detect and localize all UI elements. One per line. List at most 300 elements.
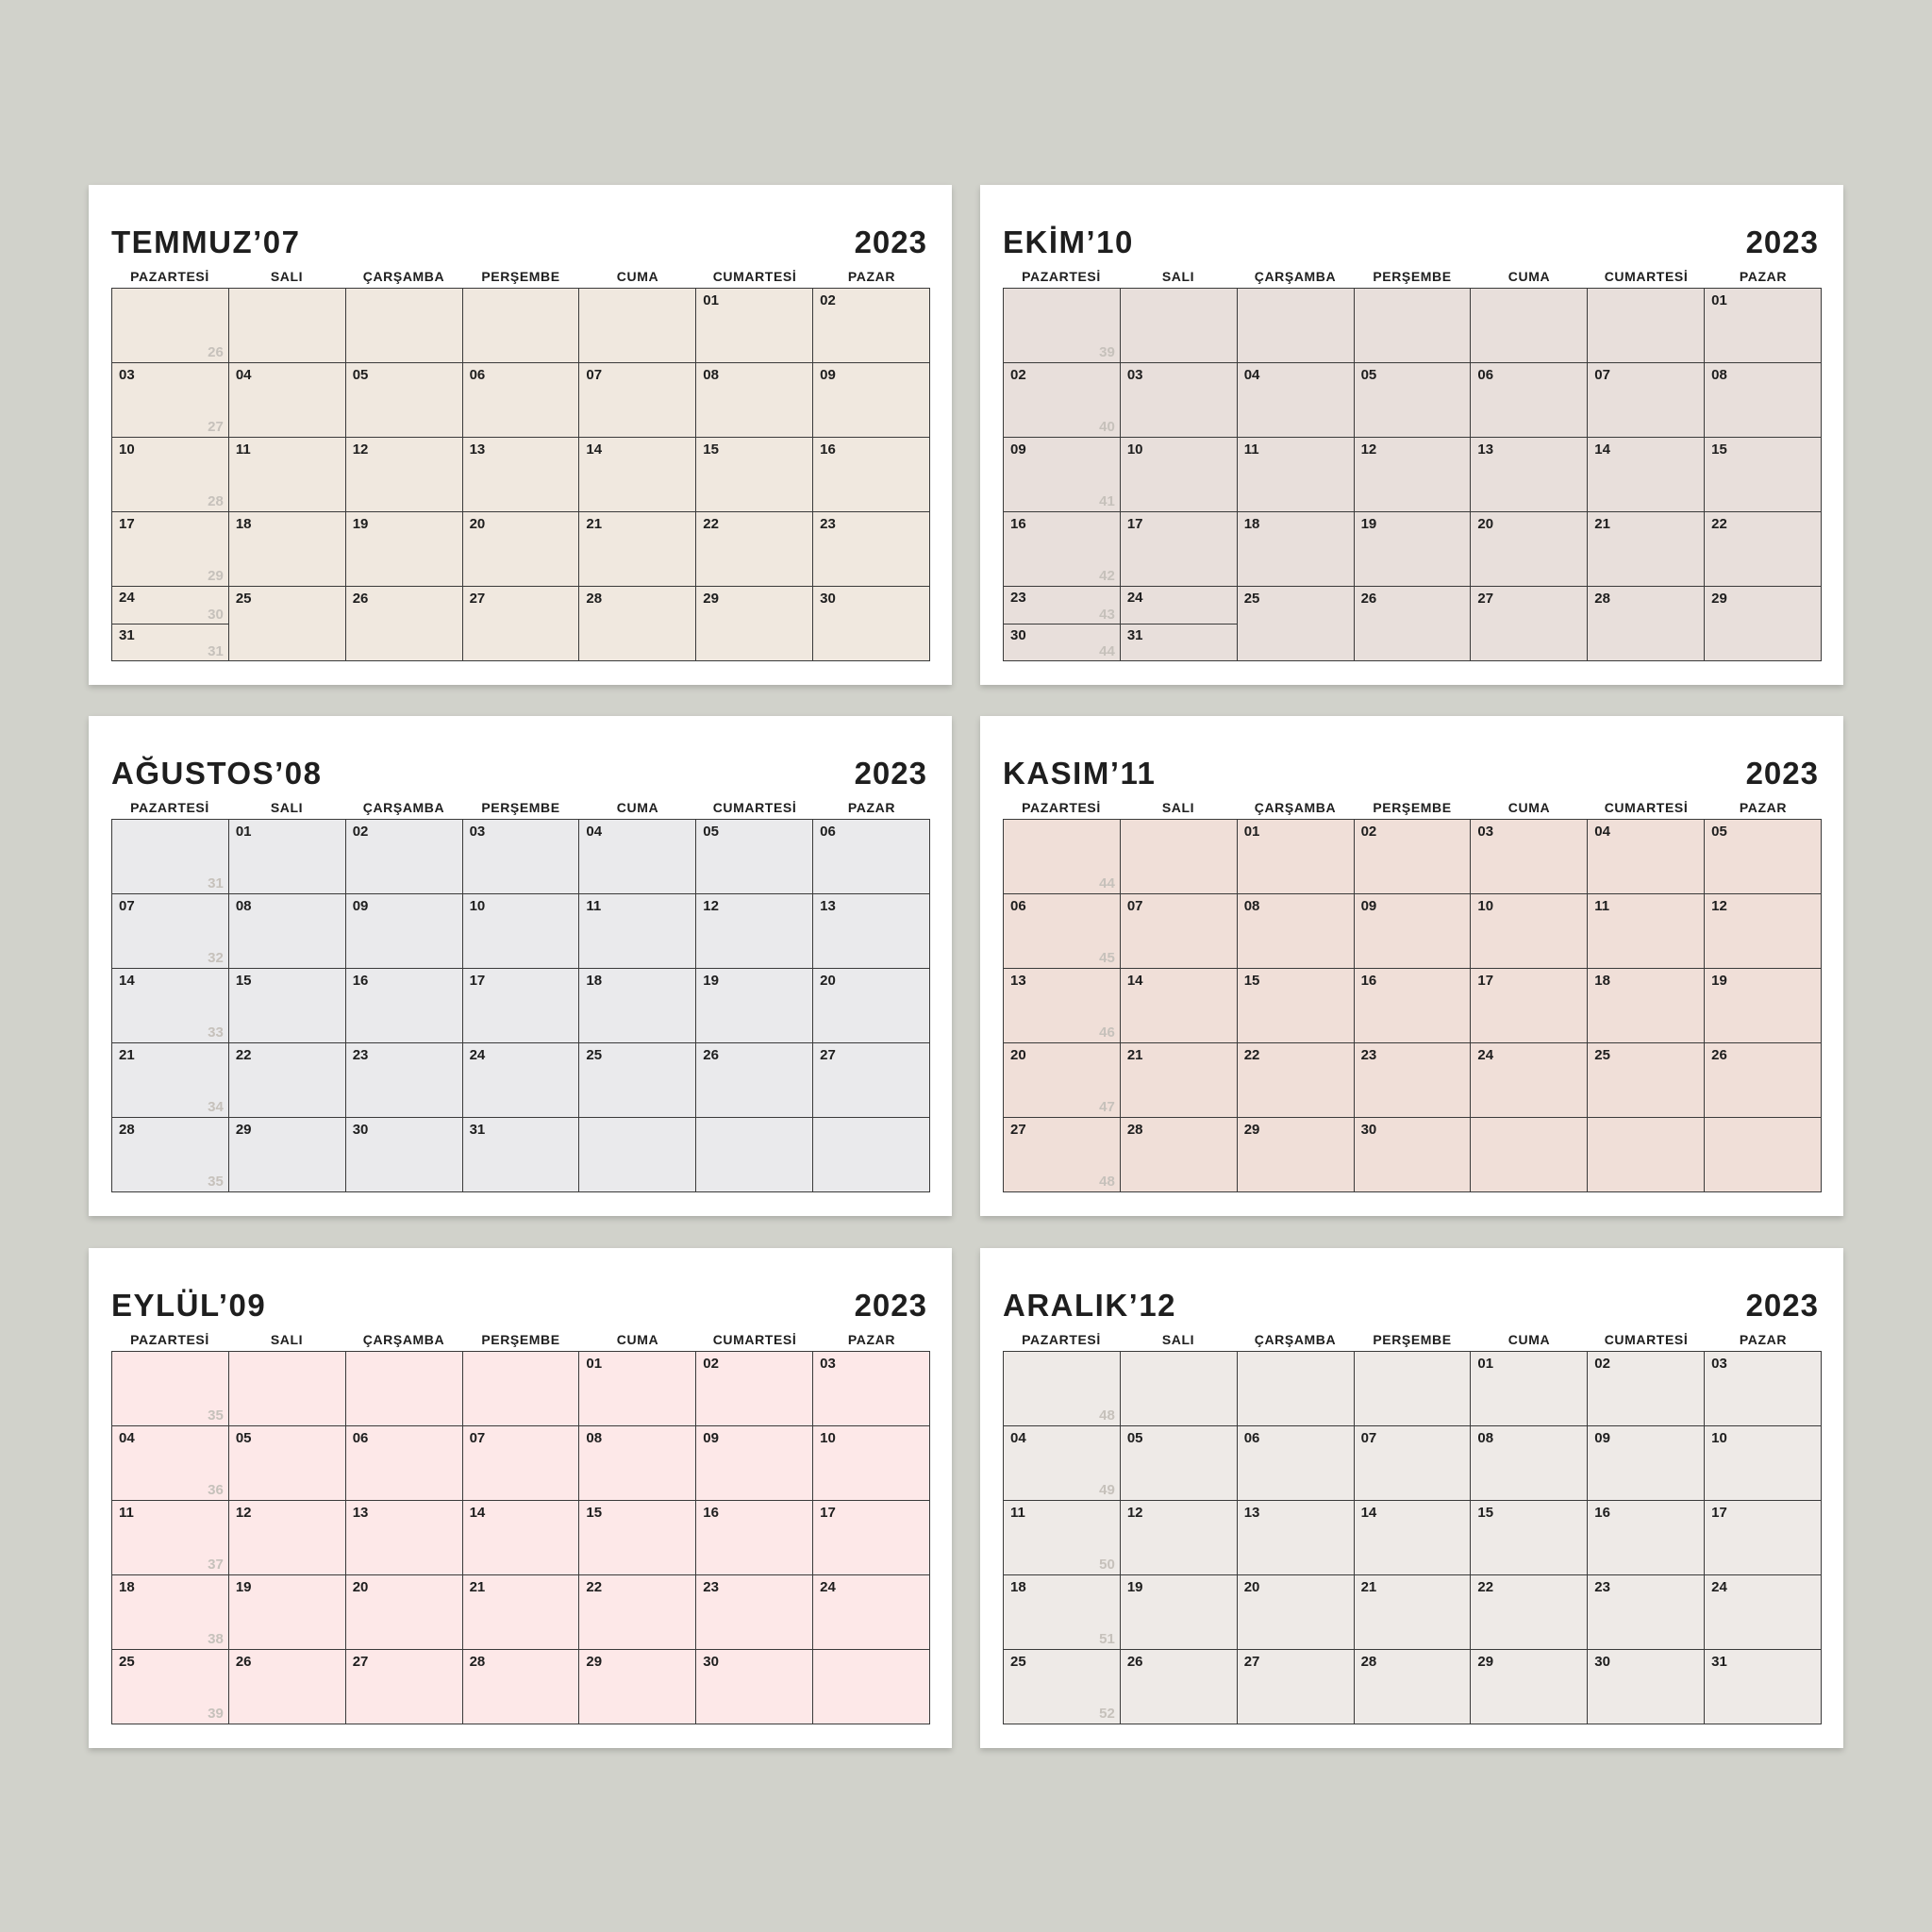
day-number: 15 <box>1477 1505 1494 1521</box>
day-number: 03 <box>469 824 486 840</box>
day-number: 01 <box>703 292 719 308</box>
day-cell <box>1705 438 1822 512</box>
weekday-label: SALI <box>1161 1332 1195 1347</box>
day-cell <box>1121 1426 1238 1501</box>
day-number: 29 <box>586 1654 603 1670</box>
week-number: 34 <box>208 1099 224 1115</box>
day-number: 10 <box>820 1430 836 1446</box>
day-number: 12 <box>1711 898 1727 914</box>
day-cell <box>1705 1118 1822 1192</box>
day-cell <box>229 1043 346 1118</box>
week-number: 30 <box>208 606 224 623</box>
day-cell <box>1121 438 1238 512</box>
day-number: 02 <box>1594 1356 1610 1372</box>
calendar-card-agustos <box>89 716 952 1216</box>
day-number: 08 <box>586 1430 603 1446</box>
day-cell <box>696 1352 813 1426</box>
day-cell <box>813 1426 930 1501</box>
day-cell <box>112 1501 229 1575</box>
weekday-label: PAZARTESİ <box>130 269 209 284</box>
day-cell <box>229 363 346 438</box>
day-cell <box>1355 363 1472 438</box>
day-number: 24 <box>119 590 135 606</box>
day-cell <box>1004 1118 1121 1192</box>
weekday-label: PAZAR <box>847 269 896 284</box>
day-cell <box>813 1352 930 1426</box>
day-number: 19 <box>235 1579 252 1595</box>
day-cell <box>112 1352 229 1426</box>
day-cell <box>813 969 930 1043</box>
day-cell <box>579 1118 696 1192</box>
day-cell <box>463 1426 580 1501</box>
day-number: 18 <box>235 516 252 532</box>
week-number: 49 <box>1099 1482 1115 1498</box>
day-cell <box>1355 512 1472 587</box>
day-number: 24 <box>1477 1047 1494 1063</box>
week-number: 44 <box>1099 875 1115 891</box>
weekday-label: PAZAR <box>1739 269 1788 284</box>
day-number: 16 <box>1360 973 1377 989</box>
day-cell <box>112 512 229 587</box>
day-number: 30 <box>820 591 836 607</box>
weekday-label: SALI <box>1161 269 1195 284</box>
day-number: 22 <box>1711 516 1727 532</box>
weekday-label: ÇARŞAMBA <box>1254 800 1337 815</box>
day-cell <box>813 894 930 969</box>
day-cell <box>1588 289 1705 363</box>
day-cell <box>579 512 696 587</box>
day-number: 14 <box>586 441 603 458</box>
day-cell <box>1121 289 1238 363</box>
weekday-label: SALI <box>270 1332 304 1347</box>
weekday-header <box>111 1332 930 1347</box>
day-cell <box>112 625 228 661</box>
day-cell <box>1705 587 1822 661</box>
day-cell <box>696 289 813 363</box>
day-number: 29 <box>1477 1654 1494 1670</box>
day-cell <box>1705 1043 1822 1118</box>
day-cell <box>229 1118 346 1192</box>
day-number: 12 <box>1360 441 1377 458</box>
day-number: 17 <box>1711 1505 1727 1521</box>
day-cell <box>346 1501 463 1575</box>
day-number: 21 <box>586 516 603 532</box>
day-number: 08 <box>1477 1430 1494 1446</box>
day-cell <box>463 969 580 1043</box>
week-number: 39 <box>208 1706 224 1722</box>
week-number: 52 <box>1099 1706 1115 1722</box>
day-number: 07 <box>586 367 603 383</box>
day-number: 07 <box>119 898 135 914</box>
weekday-label: CUMARTESİ <box>1604 1332 1689 1347</box>
day-cell <box>813 1501 930 1575</box>
weekday-header <box>1003 1332 1822 1347</box>
day-number: 23 <box>352 1047 369 1063</box>
weekday-label: PERŞEMBE <box>1373 269 1452 284</box>
day-number: 13 <box>1243 1505 1260 1521</box>
day-cell <box>1588 587 1705 661</box>
day-cell <box>1238 1043 1355 1118</box>
day-number: 18 <box>1010 1579 1026 1595</box>
day-cell <box>1238 587 1355 661</box>
week-number: 48 <box>1099 1174 1115 1190</box>
day-cell <box>1121 1501 1238 1575</box>
day-number: 05 <box>235 1430 252 1446</box>
day-cell <box>1355 1650 1472 1724</box>
day-cell <box>1588 512 1705 587</box>
day-cell <box>1471 1352 1588 1426</box>
day-cell <box>1121 625 1237 661</box>
day-cell <box>1355 1426 1472 1501</box>
day-number: 23 <box>1594 1579 1610 1595</box>
day-cell <box>579 1501 696 1575</box>
day-cell <box>1588 363 1705 438</box>
day-number: 08 <box>235 898 252 914</box>
day-cell <box>1588 1118 1705 1192</box>
day-number: 05 <box>1711 824 1727 840</box>
day-number: 20 <box>469 516 486 532</box>
day-number: 22 <box>235 1047 252 1063</box>
day-cell <box>346 1426 463 1501</box>
day-cell <box>1705 289 1822 363</box>
day-cell <box>229 894 346 969</box>
day-cell <box>1121 587 1237 625</box>
month-title: ARALIK’12 <box>1003 1288 1177 1323</box>
day-cell <box>1004 363 1121 438</box>
month-title: AĞUSTOS’08 <box>111 756 323 791</box>
weekday-label: PAZARTESİ <box>1022 269 1101 284</box>
day-cell <box>463 512 580 587</box>
day-cell <box>1588 820 1705 894</box>
day-cell <box>1004 969 1121 1043</box>
year-label: 2023 <box>854 1288 927 1323</box>
day-cell <box>1121 969 1238 1043</box>
week-number: 37 <box>208 1557 224 1573</box>
week-number: 35 <box>208 1407 224 1424</box>
day-cell <box>1121 512 1238 587</box>
day-cell <box>1238 1501 1355 1575</box>
day-number: 04 <box>235 367 252 383</box>
day-number: 01 <box>1711 292 1727 308</box>
day-cell <box>463 1650 580 1724</box>
day-cell <box>346 1575 463 1650</box>
weekday-label: CUMA <box>616 800 659 815</box>
day-cell <box>813 289 930 363</box>
week-number: 47 <box>1099 1099 1115 1115</box>
calendar-card-eylul <box>89 1248 952 1748</box>
day-cell <box>1471 1043 1588 1118</box>
day-number: 24 <box>469 1047 486 1063</box>
day-number: 01 <box>1243 824 1260 840</box>
month-title: EYLÜL’09 <box>111 1288 267 1323</box>
day-cell <box>1004 512 1121 587</box>
day-cell <box>696 1650 813 1724</box>
day-cell <box>1355 1118 1472 1192</box>
day-cell <box>1238 363 1355 438</box>
year-label: 2023 <box>1745 756 1819 791</box>
day-number: 27 <box>352 1654 369 1670</box>
day-number: 15 <box>1243 973 1260 989</box>
day-number: 23 <box>1360 1047 1377 1063</box>
day-cell <box>1705 1575 1822 1650</box>
weekday-label: PERŞEMBE <box>481 1332 560 1347</box>
weekday-label: PAZARTESİ <box>130 800 209 815</box>
day-cell <box>813 1043 930 1118</box>
day-number: 10 <box>119 441 135 458</box>
day-number: 25 <box>1243 591 1260 607</box>
weekday-label: CUMARTESİ <box>712 269 797 284</box>
day-number: 09 <box>703 1430 719 1446</box>
day-number: 02 <box>820 292 836 308</box>
day-cell <box>696 1043 813 1118</box>
day-cell <box>346 438 463 512</box>
weekday-label: PAZAR <box>1739 1332 1788 1347</box>
day-cell <box>1004 1426 1121 1501</box>
day-number: 28 <box>119 1122 135 1138</box>
weekday-label: CUMA <box>1507 800 1551 815</box>
day-number: 17 <box>119 516 135 532</box>
day-number: 28 <box>1360 1654 1377 1670</box>
day-number: 20 <box>1477 516 1494 532</box>
day-number: 21 <box>1360 1579 1377 1595</box>
week-number: 31 <box>208 875 224 891</box>
week-number: 46 <box>1099 1024 1115 1041</box>
day-cell <box>463 1575 580 1650</box>
day-cell <box>1588 438 1705 512</box>
weekday-label: CUMA <box>616 269 659 284</box>
day-number: 18 <box>586 973 603 989</box>
weekday-label: SALI <box>270 800 304 815</box>
week-number: 51 <box>1099 1631 1115 1647</box>
day-cell <box>1355 587 1472 661</box>
day-number: 04 <box>1243 367 1260 383</box>
weekday-label: ÇARŞAMBA <box>1254 269 1337 284</box>
day-cell <box>1238 289 1355 363</box>
day-cell <box>1471 1650 1588 1724</box>
day-cell <box>463 894 580 969</box>
day-number: 07 <box>1360 1430 1377 1446</box>
day-cell <box>696 969 813 1043</box>
weekday-label: PAZARTESİ <box>130 1332 209 1347</box>
day-cell <box>813 512 930 587</box>
day-number: 25 <box>1594 1047 1610 1063</box>
day-number: 25 <box>586 1047 603 1063</box>
day-cell <box>1355 969 1472 1043</box>
day-cell <box>1471 1118 1588 1192</box>
day-number: 11 <box>235 441 251 458</box>
day-cell <box>1121 1352 1238 1426</box>
day-cell <box>112 1118 229 1192</box>
weekday-label: PERŞEMBE <box>1373 800 1452 815</box>
day-number: 27 <box>820 1047 836 1063</box>
day-number: 15 <box>703 441 719 458</box>
month-grid <box>1003 288 1822 661</box>
weekday-label: CUMARTESİ <box>1604 800 1689 815</box>
day-number: 11 <box>1010 1505 1025 1521</box>
day-cell <box>1705 363 1822 438</box>
day-number: 02 <box>352 824 369 840</box>
day-cell <box>1121 820 1238 894</box>
day-number: 08 <box>1711 367 1727 383</box>
day-cell <box>1471 512 1588 587</box>
day-cell <box>813 1118 930 1192</box>
day-cell <box>813 438 930 512</box>
day-number: 10 <box>1126 441 1143 458</box>
day-number: 14 <box>1594 441 1610 458</box>
day-cell <box>229 289 346 363</box>
day-cell <box>346 1352 463 1426</box>
day-cell <box>112 587 228 625</box>
day-number: 14 <box>1126 973 1143 989</box>
weekday-label: SALI <box>1161 800 1195 815</box>
month-grid <box>111 288 930 661</box>
week-number: 35 <box>208 1174 224 1190</box>
day-cell <box>229 1501 346 1575</box>
day-number: 26 <box>352 591 369 607</box>
day-cell <box>463 438 580 512</box>
day-number: 11 <box>586 898 602 914</box>
weekday-header <box>1003 269 1822 284</box>
day-number: 19 <box>1360 516 1377 532</box>
year-label: 2023 <box>1745 1288 1819 1323</box>
day-number: 06 <box>820 824 836 840</box>
day-number: 22 <box>586 1579 603 1595</box>
weekday-label: CUMARTESİ <box>1604 269 1689 284</box>
week-number: 38 <box>208 1631 224 1647</box>
day-cell <box>229 1426 346 1501</box>
day-cell <box>1238 1650 1355 1724</box>
day-number: 26 <box>1126 1654 1143 1670</box>
day-number: 03 <box>1711 1356 1727 1372</box>
day-number: 06 <box>1477 367 1494 383</box>
day-cell <box>1471 820 1588 894</box>
day-cell <box>696 587 813 661</box>
calendar-card-ekim <box>980 185 1843 685</box>
week-number: 50 <box>1099 1557 1115 1573</box>
day-number: 30 <box>703 1654 719 1670</box>
day-cell <box>463 289 580 363</box>
week-number: 44 <box>1099 643 1115 659</box>
day-number: 13 <box>1477 441 1494 458</box>
day-cell <box>346 1118 463 1192</box>
day-cell <box>1004 1501 1121 1575</box>
day-cell <box>1004 894 1121 969</box>
day-cell <box>1004 1650 1121 1724</box>
day-number: 24 <box>820 1579 836 1595</box>
day-number: 19 <box>1126 1579 1143 1595</box>
day-cell <box>346 587 463 661</box>
day-cell <box>1238 438 1355 512</box>
day-number: 20 <box>820 973 836 989</box>
day-number: 07 <box>1594 367 1610 383</box>
day-number: 24 <box>1711 1579 1727 1595</box>
day-number: 18 <box>119 1579 135 1595</box>
day-cell <box>1588 1352 1705 1426</box>
weekday-label: CUMA <box>1507 1332 1551 1347</box>
day-cell <box>1004 1352 1121 1426</box>
day-cell <box>1238 894 1355 969</box>
month-title: TEMMUZ’07 <box>111 225 301 259</box>
month-title: EKİM’10 <box>1003 225 1134 259</box>
day-cell <box>579 969 696 1043</box>
weekday-label: PAZARTESİ <box>1022 800 1101 815</box>
week-number: 26 <box>208 344 224 360</box>
day-number: 19 <box>703 973 719 989</box>
week-number: 43 <box>1099 606 1115 623</box>
day-number: 19 <box>1711 973 1727 989</box>
day-cell <box>1004 820 1121 894</box>
day-cell <box>1004 438 1121 512</box>
day-number: 31 <box>469 1122 486 1138</box>
day-number: 03 <box>1477 824 1494 840</box>
day-number: 28 <box>586 591 603 607</box>
day-cell <box>463 820 580 894</box>
day-number: 05 <box>352 367 369 383</box>
weekday-label: PERŞEMBE <box>1373 1332 1452 1347</box>
day-cell <box>1471 1501 1588 1575</box>
day-number: 17 <box>1477 973 1494 989</box>
day-number: 26 <box>1360 591 1377 607</box>
weekday-label: PERŞEMBE <box>481 269 560 284</box>
day-cell <box>112 289 229 363</box>
day-number: 04 <box>1594 824 1610 840</box>
day-cell <box>1355 1501 1472 1575</box>
day-cell <box>579 363 696 438</box>
day-number: 21 <box>469 1579 486 1595</box>
day-cell <box>1705 969 1822 1043</box>
day-cell-split <box>112 587 229 661</box>
week-number: 40 <box>1099 419 1115 435</box>
day-number: 26 <box>703 1047 719 1063</box>
day-cell <box>1355 894 1472 969</box>
day-number: 27 <box>469 591 486 607</box>
day-number: 01 <box>1477 1356 1494 1372</box>
day-cell <box>1705 512 1822 587</box>
day-cell <box>229 1352 346 1426</box>
day-cell <box>1121 1575 1238 1650</box>
day-number: 10 <box>1711 1430 1727 1446</box>
weekday-label: ÇARŞAMBA <box>362 800 445 815</box>
day-number: 22 <box>703 516 719 532</box>
day-number: 17 <box>469 973 486 989</box>
weekday-label: CUMARTESİ <box>712 800 797 815</box>
day-cell <box>696 512 813 587</box>
day-number: 16 <box>1010 516 1026 532</box>
day-number: 12 <box>235 1505 252 1521</box>
day-number: 31 <box>119 626 135 643</box>
day-cell <box>346 820 463 894</box>
day-number: 13 <box>1010 973 1026 989</box>
day-cell <box>1355 1043 1472 1118</box>
day-cell <box>813 820 930 894</box>
day-number: 29 <box>703 591 719 607</box>
day-cell <box>112 1575 229 1650</box>
week-number: 41 <box>1099 493 1115 509</box>
day-cell <box>463 587 580 661</box>
calendar-card-aralik <box>980 1248 1843 1748</box>
day-number: 14 <box>1360 1505 1377 1521</box>
weekday-header <box>111 269 930 284</box>
weekday-label: PAZARTESİ <box>1022 1332 1101 1347</box>
day-cell <box>1355 289 1472 363</box>
day-number: 15 <box>1711 441 1727 458</box>
day-number: 26 <box>1711 1047 1727 1063</box>
week-number: 39 <box>1099 344 1115 360</box>
day-number: 19 <box>352 516 369 532</box>
day-number: 31 <box>1711 1654 1727 1670</box>
day-cell <box>579 438 696 512</box>
day-cell <box>1588 1501 1705 1575</box>
